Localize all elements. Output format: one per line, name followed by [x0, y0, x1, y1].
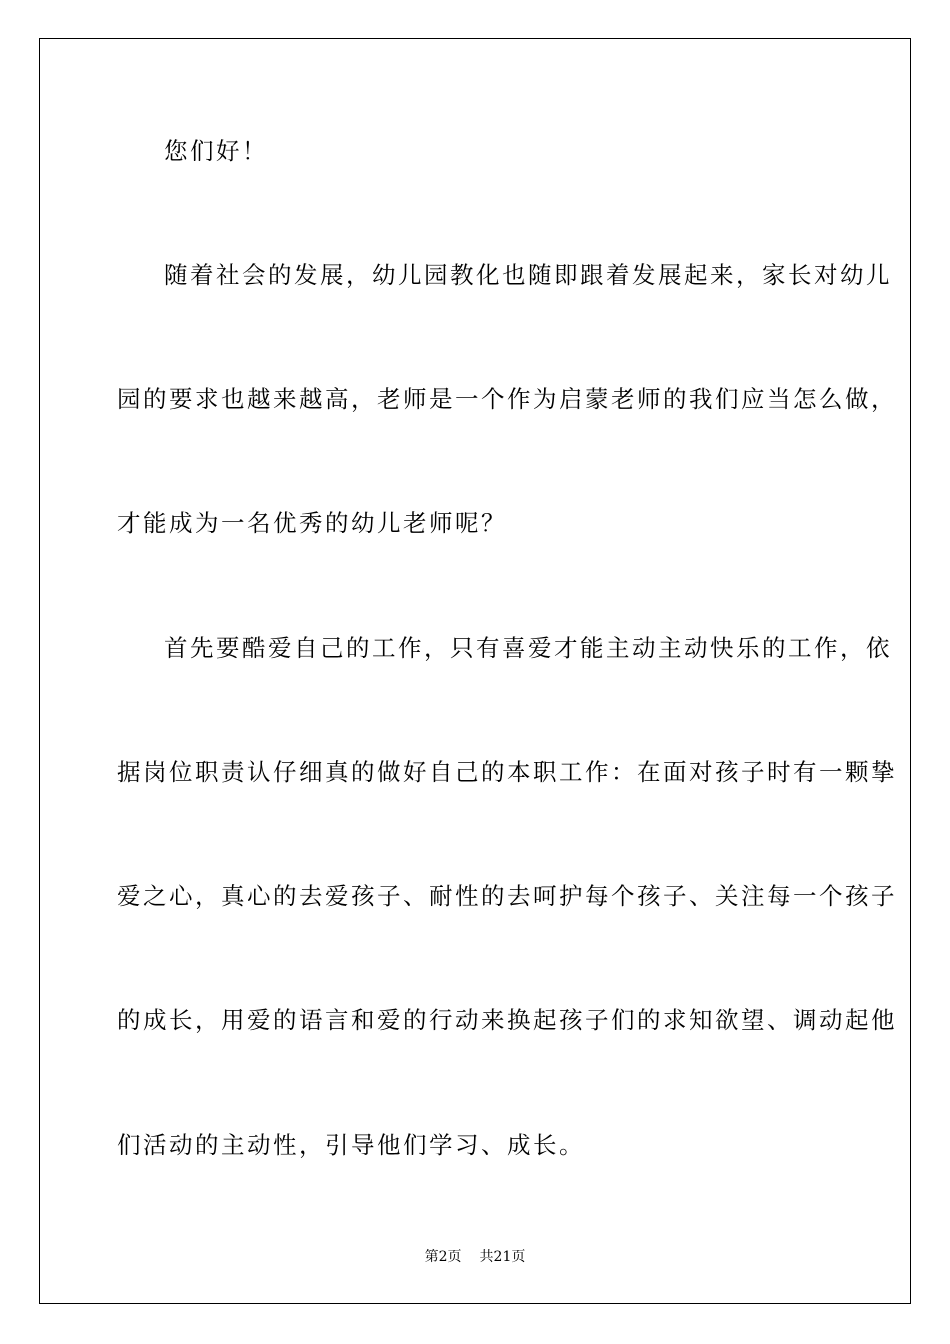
paragraph-2-line-1: 首先要酷爱自己的工作，只有喜爱才能主动主动快乐的工作，依 — [164, 634, 892, 662]
greeting-line: 您们好！ — [164, 137, 268, 165]
page-total: 共21页 — [479, 1249, 526, 1265]
page-footer — [0, 1247, 950, 1267]
page-border — [39, 38, 911, 1304]
page-number: 第2页 — [424, 1249, 462, 1265]
paragraph-2-line-5: 们活动的主动性，引导他们学习、成长。 — [117, 1131, 585, 1159]
paragraph-1-line-1: 随着社会的发展，幼儿园教化也随即跟着发展起来，家长对幼儿 — [164, 261, 892, 289]
paragraph-2-line-2: 据岗位职责认仔细真的做好自己的本职工作：在面对孩子时有一颗挚 — [117, 758, 897, 786]
paragraph-1-line-2: 园的要求也越来越高，老师是一个作为启蒙老师的我们应当怎么做， — [117, 385, 897, 413]
paragraph-2-line-3: 爱之心，真心的去爱孩子、耐性的去呵护每个孩子、关注每一个孩子 — [117, 882, 897, 910]
paragraph-1-line-3: 才能成为一名优秀的幼儿老师呢？ — [117, 509, 507, 537]
paragraph-2-line-4: 的成长，用爱的语言和爱的行动来换起孩子们的求知欲望、调动起他 — [117, 1006, 897, 1034]
